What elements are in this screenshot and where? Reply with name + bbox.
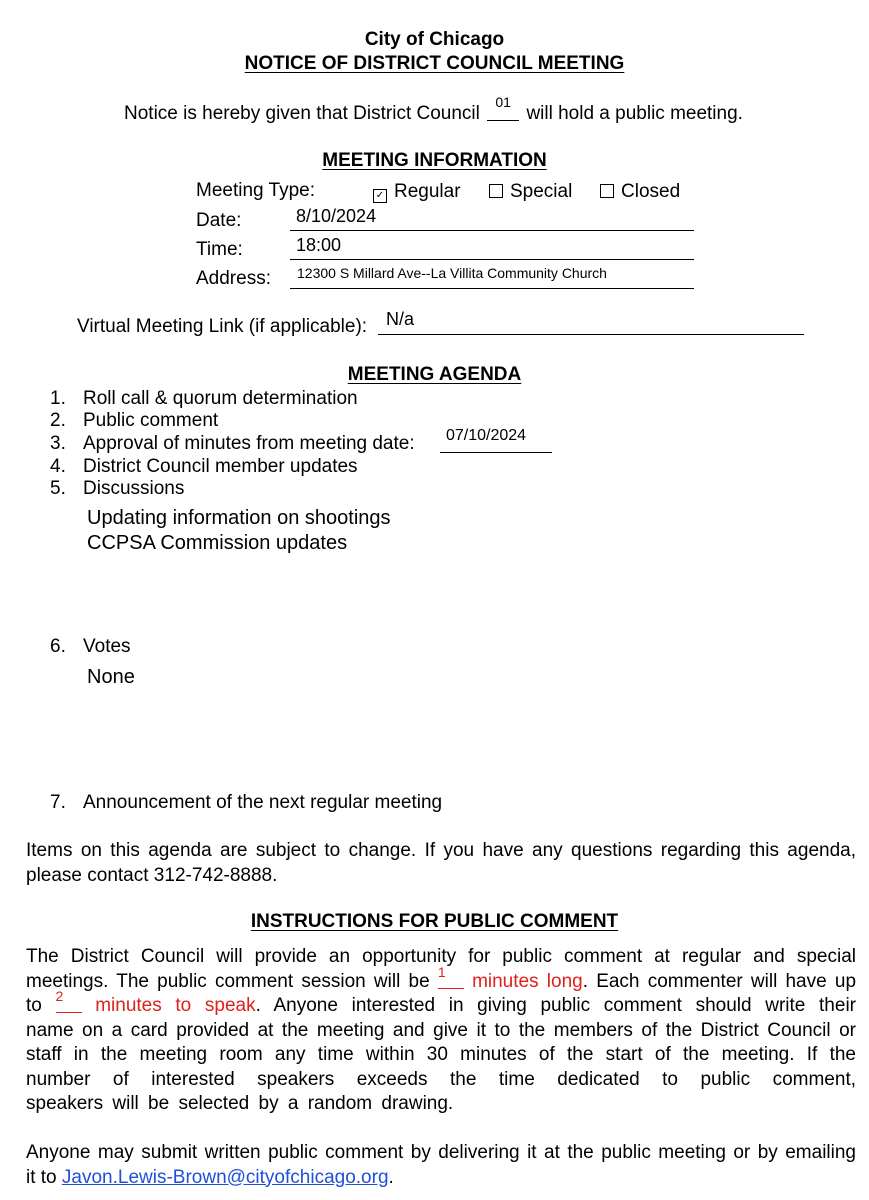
meeting-type-special <box>489 181 572 203</box>
meeting-information-heading: MEETING INFORMATION <box>322 150 547 171</box>
session-minutes-field: 1 <box>438 972 464 989</box>
agenda-change-notice: Items on this agenda are subject to change. If you have any questions regarding this agenda, please contact 312-742-8888. <box>26 840 856 886</box>
minutes-date-value: 07/10/2024 <box>446 427 527 444</box>
discussion-entry: Updating information on shootings <box>87 507 391 529</box>
address-underline <box>290 288 694 289</box>
agenda-item: 3. Approval of minutes from meeting date: <box>50 433 415 454</box>
closed-checkbox-icon <box>600 184 614 198</box>
agenda-item: 5. Discussions <box>50 478 185 499</box>
district-number-field <box>487 94 519 121</box>
closed-label: Closed <box>621 181 681 202</box>
virtual-link-label: Virtual Meeting Link (if applicable): <box>77 316 368 337</box>
contact-email-link[interactable]: Javon.Lewis-Brown@cityofchicago.org <box>61 1166 389 1188</box>
virtual-link-underline <box>378 334 804 335</box>
agenda-item: 7. Announcement of the next regular meeting <box>50 792 443 813</box>
agenda-item: 1. Roll call & quorum determination <box>50 388 358 409</box>
regular-label: Regular <box>394 181 461 202</box>
address-value: 12300 S Millard Ave--La Villita Community Church <box>297 265 607 281</box>
special-label: Special <box>510 181 573 202</box>
date-label: Date: <box>196 210 242 231</box>
page-title: NOTICE OF DISTRICT COUNCIL MEETING <box>244 53 625 74</box>
meeting-agenda-heading: MEETING AGENDA <box>347 364 522 385</box>
notice-sentence <box>124 94 743 125</box>
written-comment-instructions: Anyone may submit written public comment by delivering it at the public meeting or by emailing it to Javon.Lewis-Brown@cityofchicago.org. <box>26 1142 856 1188</box>
public-comment-heading: INSTRUCTIONS FOR PUBLIC COMMENT <box>250 911 619 932</box>
district-number: 01 <box>495 94 511 110</box>
agenda-item: 2. Public comment <box>50 410 219 431</box>
meeting-type-regular <box>373 181 461 203</box>
discussion-entry: CCPSA Commission updates <box>87 532 348 554</box>
virtual-link-value: N/a <box>386 309 415 329</box>
notice-text-after: will hold a public meeting. <box>526 103 743 124</box>
city-heading: City of Chicago <box>364 29 505 50</box>
time-value: 18:00 <box>296 235 342 255</box>
votes-entry: None <box>87 666 135 688</box>
regular-checkbox-icon: ✓ <box>373 189 387 203</box>
public-comment-instructions: The District Council will provide an opportunity for public comment at regular and special meetings. The public comment session will be 1 minutes long. Each commenter will have up to 2 minutes to speak. Anyone interested in giving public comment should write their name on a card provided at the meeting and give it to the members of the District Council or staff in the meeting room any time within 30 minutes of the start of the meeting. If the number of interested speakers exceeds the time dedicated to public comment, speakers will be selected by a random drawing. <box>26 946 857 1114</box>
notice-text-before: Notice is hereby given that District Council <box>124 103 480 124</box>
date-underline <box>290 230 694 231</box>
meeting-type-closed <box>600 181 680 203</box>
speak-minutes-field: 2 <box>56 996 82 1013</box>
time-underline <box>290 259 694 260</box>
address-label: Address: <box>196 268 271 289</box>
time-label: Time: <box>196 239 243 260</box>
date-value: 8/10/2024 <box>296 206 377 226</box>
agenda-item: 4. District Council member updates <box>50 456 358 477</box>
special-checkbox-icon <box>489 184 503 198</box>
minutes-date-underline <box>440 452 552 453</box>
meeting-type-label: Meeting Type: <box>196 180 316 201</box>
agenda-item: 6. Votes <box>50 636 131 657</box>
